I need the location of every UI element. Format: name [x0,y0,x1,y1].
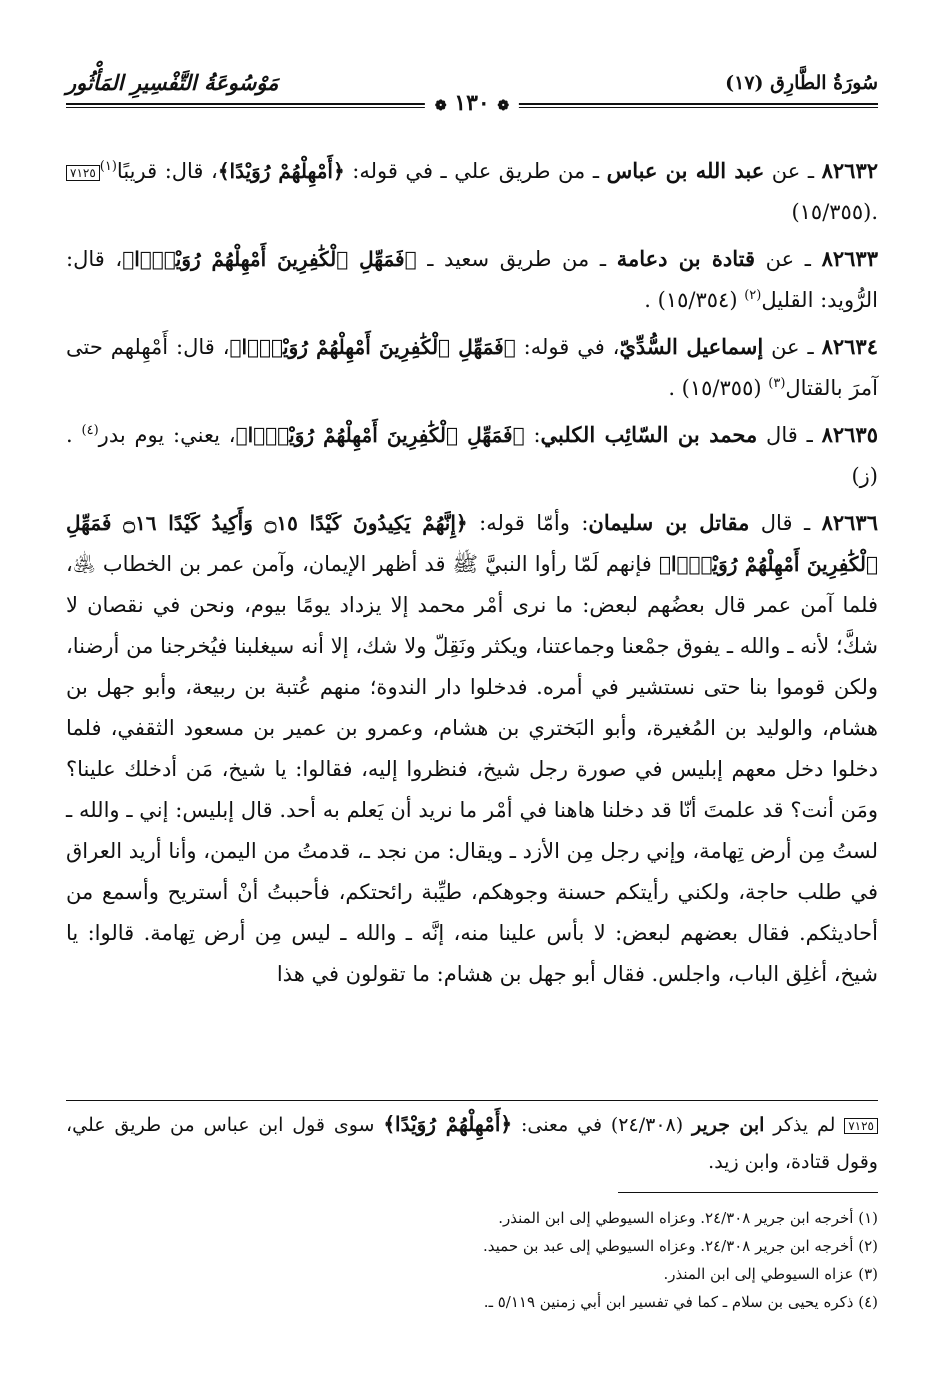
quran-verse: ﴿أَمْهِلْهُمْ رُوَيْدًا﴾ [217,159,345,183]
narration-entry [66,238,878,321]
narration-entry [66,326,878,409]
footnote-item: (٣) عزاه السيوطي إلى ابن المنذر. [663,1265,878,1283]
source-reference: . (١٥/٣٥٥) [668,376,762,400]
footnote-marker: (١) [99,159,117,174]
entry-number: ٨٢٦٣٦ [821,510,878,535]
entry-number: ٨٢٦٣٤ [821,334,878,359]
quran-verse: ﴿إِنَّهُمْ يَكِيدُونَ كَيْدًا ۝١٥ وَأَكِيدُ كَيْدًا ۝١٦ فَمَهِّلِ ٱلْكَٰفِرِينَ أَمْهِلْهُمْ رُوَيْدًۢا﴾ [66,511,878,576]
entry-text: ـ عن [764,159,822,183]
quran-verse: ﴿فَمَهِّلِ ٱلْكَٰفِرِينَ أَمْهِلْهُمْ رُوَيْدًۢا﴾ [229,335,516,359]
comment-text: لم يذكر [764,1114,845,1136]
narrator-name: إسماعيل السُّدِّيّ [619,334,764,359]
comment-text: سوى قول ابن عباس من طريق علي، وقول قتادة، وابن زيد. [66,1114,878,1173]
ornament-icon: ❁ [434,98,447,114]
entry-text: ، قال: الرُّويد: القليل [66,247,878,312]
entry-text: ، قال: قريبًا [116,159,218,183]
footnotes [66,1204,878,1316]
book-title: مَوْسُوعَةُ التَّفْسِيرِ المَأْثُور [66,70,279,95]
comment-author: ابن جرير [692,1114,765,1136]
comment-marker-box: ٧١٢٥ [66,165,100,181]
footnote-item: (١) أخرجه ابن جرير ٢٤/٣٠٨. وعزاه السيوطي إلى ابن المنذر. [498,1209,878,1227]
narrator-name: عبد الله بن عباس [606,158,765,183]
narrator-name: قتادة بن دعامة [616,246,756,271]
narration-entry [66,150,878,233]
footnote-item: (٤) ذكره يحيى بن سلام ـ كما في تفسير ابن أبي زمنين ٥/١١٩ ـ. [483,1293,878,1311]
source-reference: . (ز) [66,423,878,488]
entry-text: ، قال: أَمْهِلهم حتى آمرَ بالقتال [66,335,878,400]
editor-comment [66,1106,878,1181]
entry-text: ـ قال [749,511,822,535]
footnote-marker: (٣) [768,376,786,391]
entry-number: ٨٢٦٣٢ [821,158,879,183]
entry-text: : [524,423,541,447]
narrator-name: محمد بن السّائِب الكلبي [540,422,758,447]
quran-verse: ﴿فَمَهِّلِ ٱلْكَٰفِرِينَ أَمْهِلْهُمْ رُوَيْدًۢا﴾ [235,423,525,447]
entry-text: ـ من طريق سعيد ـ [416,247,617,271]
entry-number: ٨٢٦٣٥ [821,422,878,447]
quran-verse: ﴿فَمَهِّلِ ٱلْكَٰفِرِينَ أَمْهِلْهُمْ رُوَيْدًۢا﴾ [122,247,417,271]
page-number [425,90,519,116]
narration-entry [66,414,878,497]
footnote-marker: (٤) [81,423,99,438]
page-number-value: ١٣٠ [454,90,490,116]
narration-entry-long [66,502,878,995]
ornament-icon: ❁ [497,98,510,114]
quran-verse: ﴿أَمْهِلْهُمْ رُوَيْدًا﴾ [383,1112,513,1136]
entry-text: : وأمّا قوله: [467,511,589,535]
entry-text: ، يعني: يوم بدر [98,423,236,447]
main-text [66,150,878,1000]
comment-divider [66,1100,878,1101]
footnote-item: (٢) أخرجه ابن جرير ٢٤/٣٠٨. وعزاه السيوطي إلى عبد بن حميد. [483,1237,878,1255]
entry-number: ٨٢٦٣٣ [821,246,878,271]
entry-text: ، في قوله: [515,335,620,359]
entry-text: ـ عن [763,335,822,359]
footnote-marker: (٢) [744,288,762,303]
page-header [66,62,878,116]
surah-title: سُورَةُ الطَّارِق (١٧) [725,72,878,94]
narrator-name: مقاتل بن سليمان [588,510,750,535]
entry-text: ـ من طريق علي ـ في قوله: [344,159,607,183]
footnote-divider [618,1192,878,1193]
entry-text: ـ قال [757,423,822,447]
comment-text: (٢٤/٣٠٨) في معنى: [512,1114,692,1136]
comment-marker-box: ٧١٢٥ [844,1118,878,1134]
entry-text: ـ عن [755,247,822,271]
source-reference: . (١٥/٣٥٤) [644,288,738,312]
narration-body: فإنهم لَمّا رأوا النبيَّ ﷺ قد أظهر الإيمان، وآمن عمر بن الخطاب ﵁، فلما آمن عمر قال بعضُهم لبعض: ما نرى أمْر محمد إلا يزداد يومًا بيوم، ونحن في نقصان لا شكَّ؛ لأنه ـ والله ـ يفوق جمْعنا وجماعتنا، ويكثر ونَقِلّ ولا شك، إلا أنه سيغلبنا فيُخرجنا من أرضنا، ولكن قوموا بنا حتى نستشير في أمره. فدخلوا دار الندوة؛ منهم عُتبة بن ربيعة، وأبو جهل بن هشام، والوليد بن المُغيرة، وأبو البَختري بن هشام، وعمرو بن عمير بن مسعود الثقفي، فلما دخلوا دخل معهم إبليس في صورة رجل شيخ، فنظروا إليه، فقالوا: يا شيخ، مَن أدخلك علينا؟ ومَن أنت؟ قد علمتَ أنّا قد دخلنا هاهنا في أمْر ما نريد أن يَعلم به أحد. قال إبليس: إني ـ والله ـ لستُ مِن أرض تِهامة، وإني رجل مِن الأزد ـ ويقال: من نجد ـ، قدمتُ من اليمن، وأنا أريد العراق في طلب حاجة، ولكني رأيتكم حسنة وجوهكم، طيِّبة رائحتكم، فأحببتُ أنْ أستريح وأسمع من أحاديثكم. فقال بعضهم لبعض: لا بأس علينا منه، إنَّه ـ والله ـ ليس مِن أرض تِهامة. قالوا: يا شيخ، أغلِق الباب، واجلس. فقال أبو جهل بن هشام: ما تقولون في هذا [66,552,878,986]
source-reference: (١٥/٣٥٥). [791,200,878,224]
